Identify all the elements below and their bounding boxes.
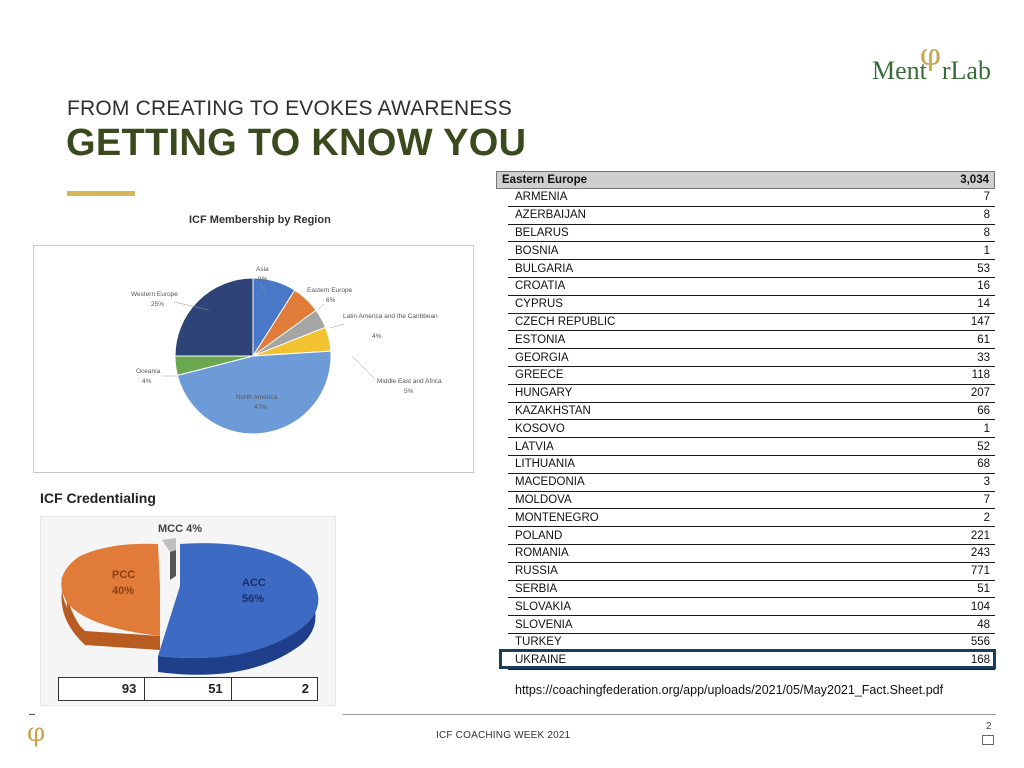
table-row	[508, 403, 995, 421]
table-row	[508, 189, 995, 207]
country-name: MOLDOVA	[515, 493, 572, 506]
country-count: 207	[970, 387, 990, 400]
membership-chart-title: ICF Membership by Region	[189, 214, 331, 226]
country-count: 7	[983, 493, 990, 506]
country-count: 118	[971, 369, 990, 382]
pie-label-eastern-europe: Eastern Europe	[307, 287, 353, 294]
country-count: 66	[977, 404, 990, 417]
country-name: POLAND	[515, 529, 563, 542]
country-count: 68	[977, 458, 990, 471]
acc-label: ACC	[242, 577, 266, 589]
country-count: 3	[983, 476, 990, 489]
country-count: 52	[977, 440, 990, 453]
table-row	[508, 314, 995, 332]
country-count: 16	[977, 280, 990, 293]
country-name: MONTENEGRO	[515, 511, 599, 524]
table-row	[508, 296, 995, 314]
pie-pct-western-europe: 25%	[151, 301, 165, 308]
slide-subtitle: FROM CREATING TO EVOKES AWARENESS	[67, 97, 512, 120]
pie-pct-eastern-europe: 6%	[326, 297, 336, 304]
country-count: 61	[977, 333, 990, 346]
logo-phi-icon: φ	[920, 38, 942, 73]
table-row	[508, 385, 995, 403]
pie-label-north-america: North America	[236, 394, 278, 401]
country-count: 8	[983, 209, 990, 222]
pie-label-oceania: Oceania	[136, 368, 161, 375]
table-row	[508, 616, 995, 634]
acc-pct: 56%	[242, 593, 265, 605]
country-count: 51	[977, 582, 990, 595]
footer-phi-icon: φ	[27, 718, 46, 748]
table-row	[508, 367, 995, 385]
region-name: Eastern Europe	[502, 174, 587, 186]
table-row	[508, 225, 995, 243]
country-name: ESTONIA	[515, 333, 566, 346]
table-row	[508, 527, 995, 545]
country-name: SLOVENIA	[515, 618, 573, 631]
title-accent-bar	[67, 191, 135, 196]
table-row	[508, 598, 995, 616]
pie-pct-middle-east: 5%	[404, 388, 414, 395]
country-count: 243	[970, 547, 990, 560]
table-row	[508, 509, 995, 527]
country-name: UKRAINE	[515, 654, 567, 667]
country-count: 33	[977, 351, 990, 364]
footer-text: ICF COACHING WEEK 2021	[436, 730, 571, 741]
country-name: HUNGARY	[515, 387, 573, 400]
table-row	[508, 456, 995, 474]
country-count: 221	[970, 529, 990, 542]
region-total: 3,034	[960, 174, 989, 186]
source-link[interactable]: https://coachingfederation.org/app/uploads/2021/05/May2021_Fact.Sheet.pdf	[515, 683, 944, 697]
table-row	[508, 420, 995, 438]
pcc-label: PCC	[112, 569, 136, 581]
country-name: ARMENIA	[515, 191, 568, 204]
table-row	[508, 349, 995, 367]
country-count: 53	[977, 262, 990, 275]
table-row	[508, 492, 995, 510]
country-name: KOSOVO	[515, 422, 565, 435]
country-count: 8	[983, 226, 990, 239]
pie-label-latin-america: Latin America and the Caribbean	[343, 313, 438, 320]
table-header	[496, 171, 995, 189]
slide-icon	[982, 735, 994, 745]
country-name: KAZAKHSTAN	[515, 404, 591, 417]
country-name: CZECH REPUBLIC	[515, 315, 616, 328]
country-name: CROATIA	[515, 280, 566, 293]
table-row	[508, 207, 995, 225]
country-count: 147	[970, 315, 990, 328]
pie-label-middle-east: Middle East and Africa	[377, 378, 442, 385]
country-name: GEORGIA	[515, 351, 569, 364]
pie-pct-asia: 9%	[258, 276, 268, 283]
country-count: 771	[970, 565, 990, 578]
country-count: 1	[983, 244, 990, 257]
footer-divider	[343, 714, 996, 715]
country-name: GREECE	[515, 369, 564, 382]
table-row	[508, 438, 995, 456]
table-row	[508, 563, 995, 581]
country-name: SERBIA	[515, 582, 558, 595]
pie-slice-western-europe	[175, 278, 253, 356]
country-name: MACEDONIA	[515, 476, 585, 489]
table-row	[508, 242, 995, 260]
ukraine-highlight	[499, 649, 996, 669]
logo-text: Ment rLab	[872, 56, 991, 85]
country-name: LATVIA	[515, 440, 554, 453]
table-row	[508, 581, 995, 599]
country-name: LITHUANIA	[515, 458, 576, 471]
mentorlab-logo	[870, 38, 1000, 86]
pie-label-asia: Asia	[256, 266, 269, 273]
country-count: 48	[977, 618, 990, 631]
pcc-pct: 40%	[112, 585, 135, 597]
footer-tick	[29, 714, 35, 715]
pie-pct-north-america: 47%	[254, 404, 268, 411]
country-name: AZERBAIJAN	[515, 209, 586, 222]
country-name: SLOVAKIA	[515, 600, 572, 613]
country-count: 2	[983, 511, 990, 524]
mcc-label: MCC 4%	[158, 523, 203, 535]
table-row	[508, 260, 995, 278]
table-row	[508, 474, 995, 492]
country-count: 556	[970, 636, 990, 649]
country-name: ROMANIA	[515, 547, 569, 560]
credentialing-counts-table	[58, 677, 318, 701]
table-row	[508, 545, 995, 563]
country-count: 14	[977, 298, 990, 311]
country-name: CYPRUS	[515, 298, 563, 311]
table-row	[508, 278, 995, 296]
credentialing-title: ICF Credentialing	[40, 490, 156, 506]
pie-label-western-europe: Western Europe	[131, 291, 178, 298]
country-name: BOSNIA	[515, 244, 559, 257]
country-count: 7	[983, 191, 990, 204]
page-number: 2	[986, 721, 992, 732]
pie-pct-latin-america: 4%	[372, 333, 382, 340]
country-count: 168	[970, 654, 990, 667]
pcc-count: 51	[145, 678, 231, 700]
slide-title: GETTING TO KNOW YOU	[66, 122, 527, 164]
membership-chart	[33, 245, 474, 473]
country-name: TURKEY	[515, 636, 562, 649]
country-name: BULGARIA	[515, 262, 574, 275]
acc-count: 93	[59, 678, 145, 700]
table-row	[508, 331, 995, 349]
country-count: 1	[983, 422, 990, 435]
mcc-count: 2	[301, 681, 309, 696]
eastern-europe-table	[496, 171, 995, 670]
country-name: BELARUS	[515, 226, 569, 239]
pie-pct-oceania: 4%	[142, 378, 152, 385]
country-name: RUSSIA	[515, 565, 558, 578]
country-count: 104	[970, 600, 990, 613]
